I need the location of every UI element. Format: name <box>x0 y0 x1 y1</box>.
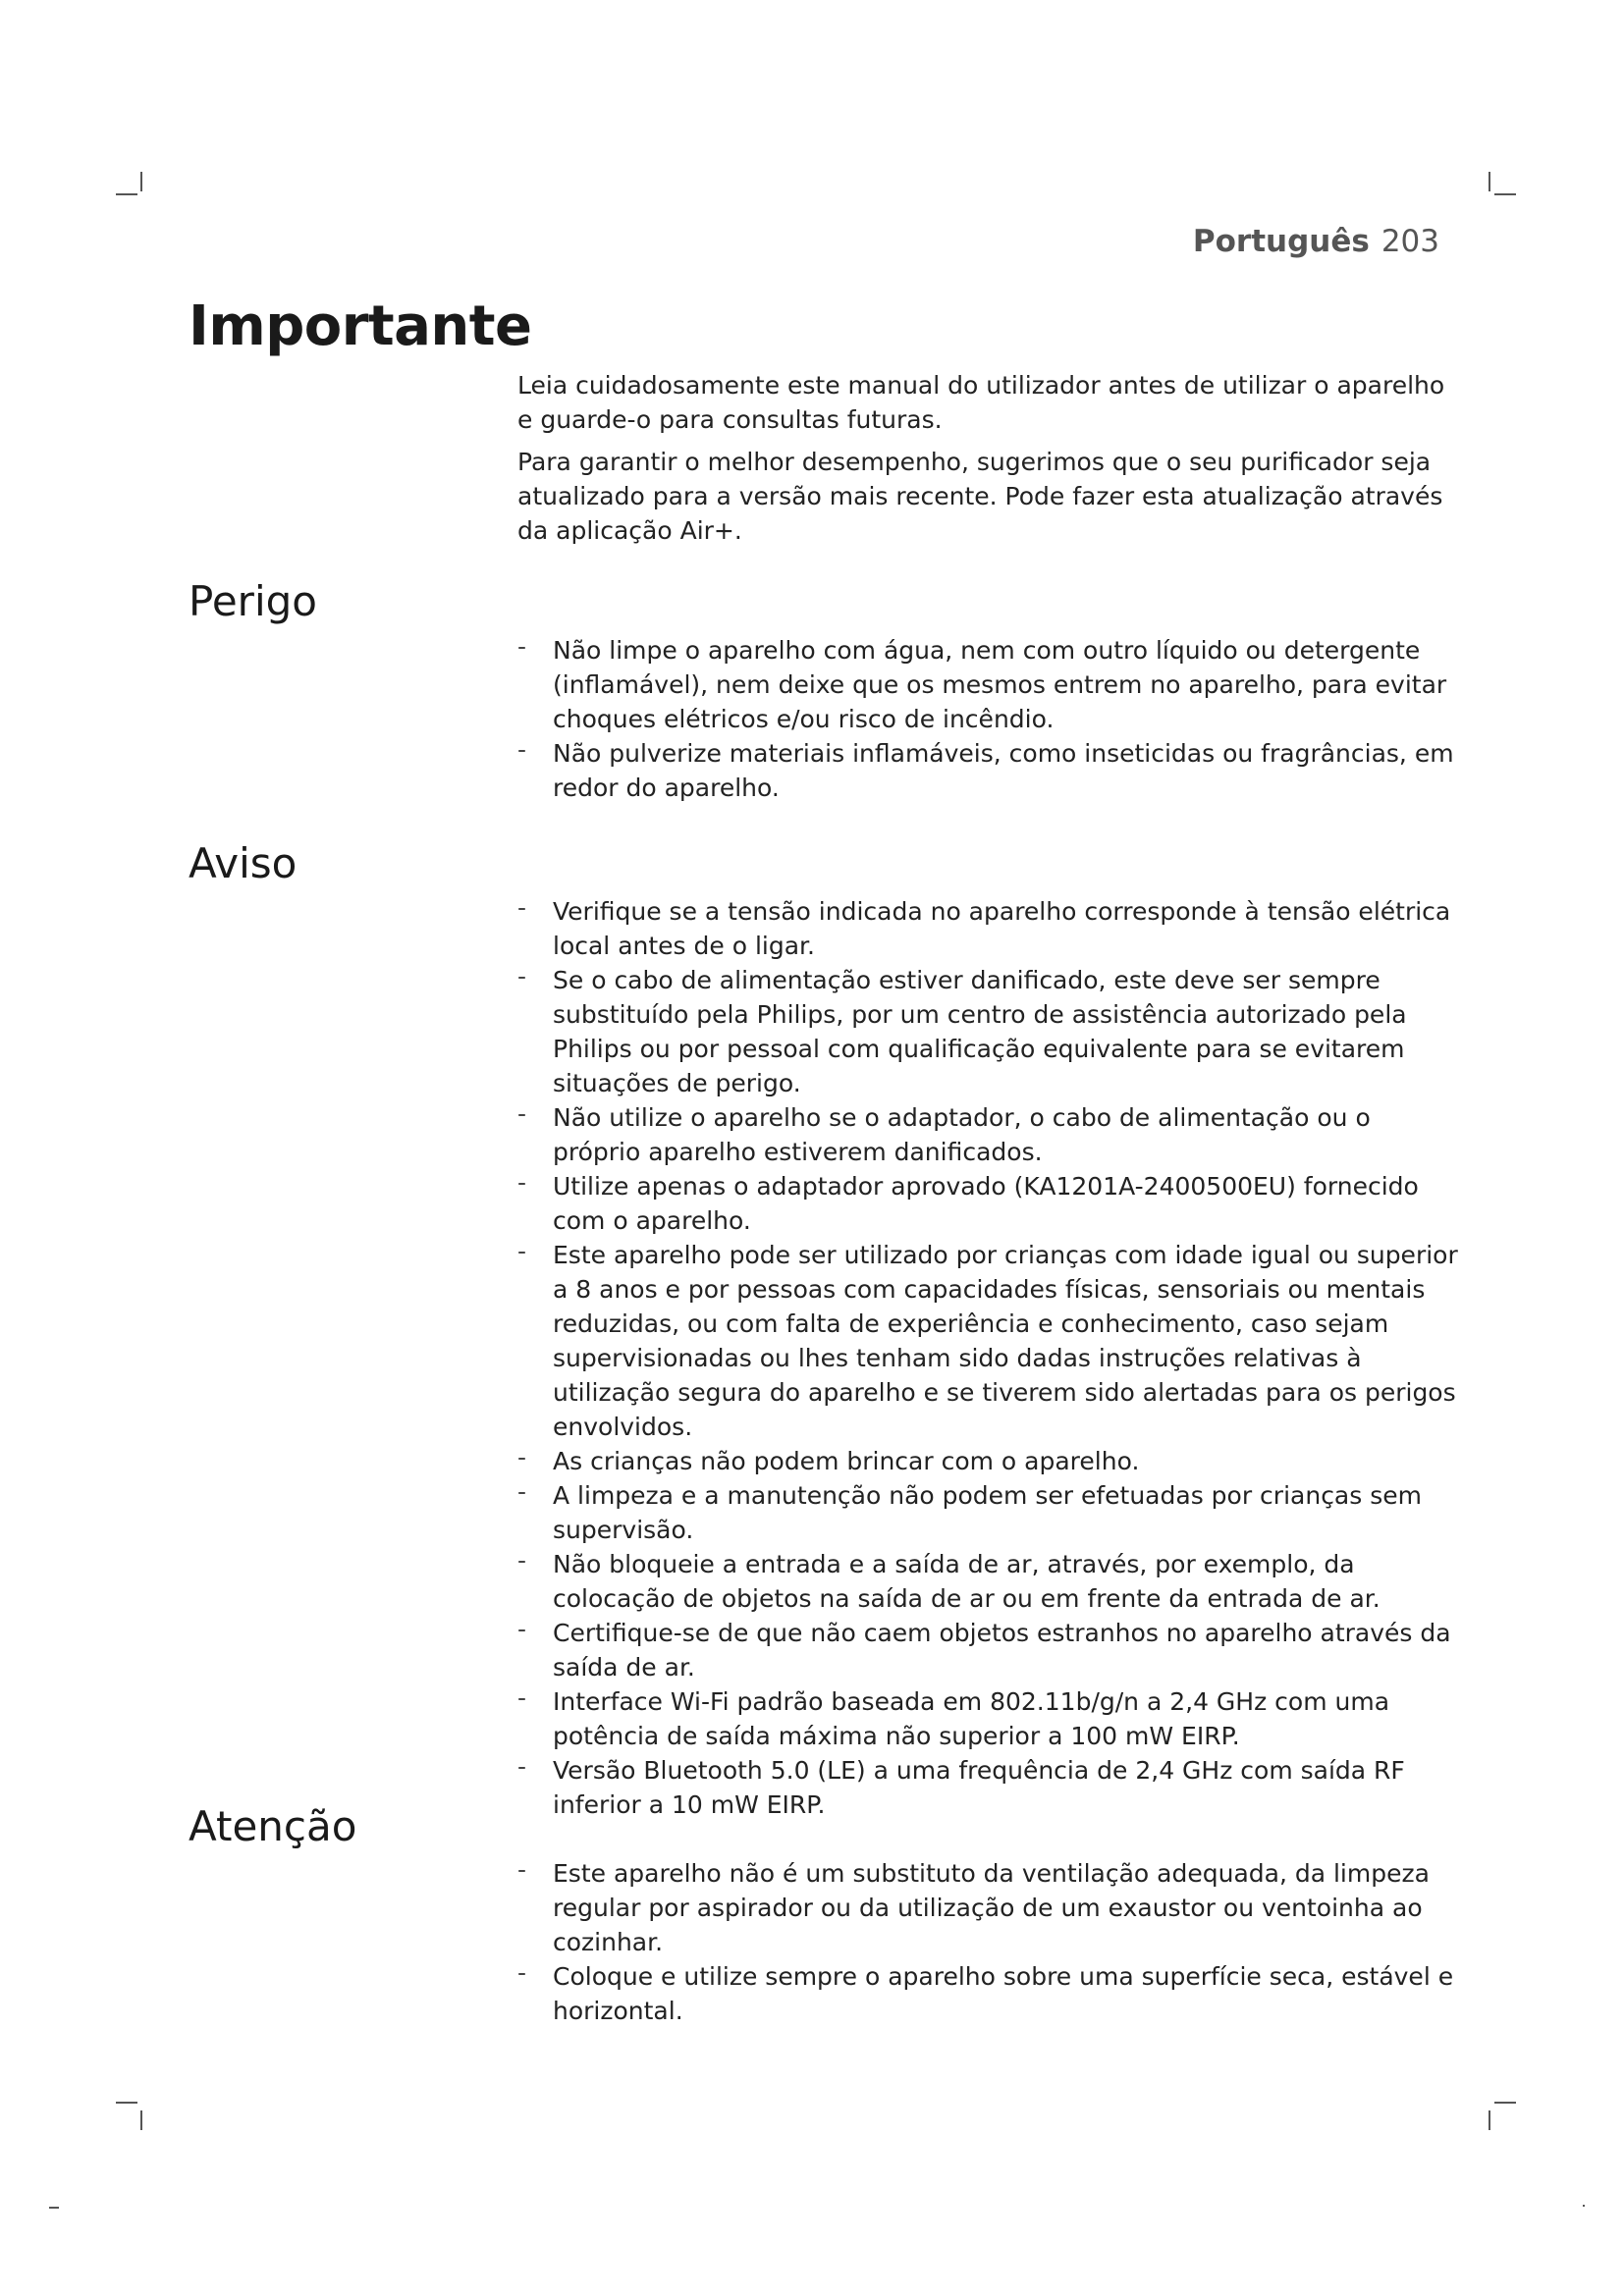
list-item: - Não limpe o aparelho com água, nem com outro líquido ou detergente (inflamável), nem deixe que os mesmos entrem no aparelho, para evitar choques elétricos e/ou risco de incêndio. <box>517 633 1460 736</box>
list-item: - Utilize apenas o adaptador aprovado (KA1201A-2400500EU) fornecido com o aparelho. <box>517 1169 1460 1238</box>
page-number: 203 <box>1380 224 1439 259</box>
list-item: - Não utilize o aparelho se o adaptador, o cabo de alimentação ou o próprio aparelho estiverem danificados. <box>517 1100 1460 1169</box>
crop-mark-bottom-right-v <box>1489 2110 1490 2130</box>
section-body-importante <box>517 368 1460 556</box>
crop-mark-top-right-v <box>1489 172 1490 191</box>
bullet-list-perigo <box>517 633 1460 805</box>
crop-mark-bottom-left-h <box>116 2102 137 2104</box>
crop-mark-top-left-v <box>140 172 142 191</box>
list-item: - Coloque e utilize sempre o aparelho sobre uma superfície seca, estável e horizontal. <box>517 1959 1460 2028</box>
bullet-list-aviso <box>517 894 1460 1822</box>
paragraph: Para garantir o melhor desempenho, sugerimos que o seu purificador seja atualizado para a versão mais recente. Pode fazer esta atualização através da aplicação Air+. <box>517 448 1443 545</box>
crop-mark-bottom-edge-right <box>1583 2205 1585 2207</box>
list-item: - Este aparelho não é um substituto da ventilação adequada, da limpeza regular por aspirador ou da utilização de um exaustor ou ventoinha ao cozinhar. <box>517 1856 1460 1959</box>
list-item: - Certifique-se de que não caem objetos estranhos no aparelho através da saída de ar. <box>517 1616 1460 1684</box>
running-header <box>1193 224 1439 259</box>
crop-mark-bottom-edge-left <box>49 2207 59 2209</box>
crop-mark-top-right-h <box>1494 193 1516 195</box>
section-body-perigo <box>517 633 1460 805</box>
section-title-perigo: Perigo <box>189 577 317 625</box>
list-item: - As crianças não podem brincar com o aparelho. <box>517 1444 1460 1478</box>
crop-mark-bottom-left-v <box>140 2110 142 2130</box>
bullet-list-atencao <box>517 1856 1460 2028</box>
paragraph: Leia cuidadosamente este manual do utilizador antes de utilizar o aparelho e guarde-o para consultas futuras. <box>517 371 1445 434</box>
section-title-importante: Importante <box>189 294 532 358</box>
list-item: - A limpeza e a manutenção não podem ser efetuadas por crianças sem supervisão. <box>517 1478 1460 1547</box>
section-title-aviso: Aviso <box>189 839 298 887</box>
list-item: - Não pulverize materiais inflamáveis, como inseticidas ou fragrâncias, em redor do aparelho. <box>517 736 1460 805</box>
header-language: Português <box>1192 224 1370 259</box>
list-item: - Este aparelho pode ser utilizado por crianças com idade igual ou superior a 8 anos e por pessoas com capacidades físicas, sensoriais ou mentais reduzidas, ou com falta de experiência e conhecimento, caso sejam supervisionadas ou lhes tenham sido dadas instruções relativas à utilização segura do aparelho e se tiverem sido alertadas para os perigos envolvidos. <box>517 1238 1460 1444</box>
crop-mark-top-left-h <box>116 193 137 195</box>
list-item: - Não bloqueie a entrada e a saída de ar, através, por exemplo, da colocação de objetos na saída de ar ou em frente da entrada de ar. <box>517 1547 1460 1616</box>
list-item: - Se o cabo de alimentação estiver danificado, este deve ser sempre substituído pela Philips, por um centro de assistência autorizado pela Philips ou por pessoal com qualificação equivalente para se evitarem situações de perigo. <box>517 963 1460 1100</box>
section-body-aviso <box>517 894 1460 1822</box>
section-title-atencao: Atenção <box>189 1802 357 1850</box>
crop-mark-bottom-right-h <box>1494 2102 1516 2104</box>
list-item: - Verifique se a tensão indicada no aparelho corresponde à tensão elétrica local antes de o ligar. <box>517 894 1460 963</box>
section-body-atencao <box>517 1856 1460 2028</box>
list-item: - Versão Bluetooth 5.0 (LE) a uma frequência de 2,4 GHz com saída RF inferior a 10 mW EIRP. <box>517 1753 1460 1822</box>
list-item: - Interface Wi-Fi padrão baseada em 802.11b/g/n a 2,4 GHz com uma potência de saída máxima não superior a 100 mW EIRP. <box>517 1684 1460 1753</box>
